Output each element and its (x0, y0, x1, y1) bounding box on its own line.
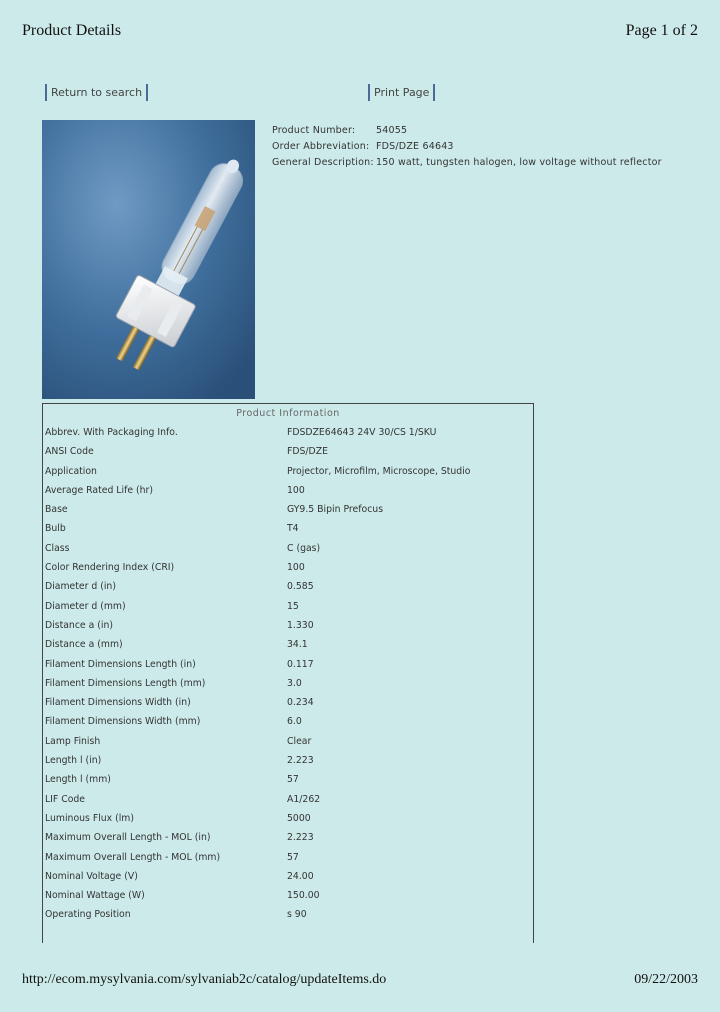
row-value: 15 (287, 600, 299, 612)
row-key: Luminous Flux (lm) (45, 812, 134, 824)
product-number-value: 54055 (376, 125, 408, 136)
return-to-search-button[interactable]: Return to search (45, 84, 148, 101)
product-information-table (42, 403, 534, 943)
row-key: Filament Dimensions Width (mm) (45, 716, 201, 728)
row-value: 5000 (287, 812, 311, 824)
table-row (43, 732, 533, 751)
row-value: T4 (287, 523, 299, 535)
row-value: 6.0 (287, 716, 302, 728)
row-key: Abbrev. With Packaging Info. (45, 427, 178, 438)
page-url: http://ecom.mysylvania.com/sylvaniab2c/catalog/updateItems.do (22, 972, 387, 987)
table-row (43, 423, 533, 442)
row-key: Lamp Finish (45, 735, 101, 747)
row-value: 34.1 (287, 639, 308, 651)
table-row (43, 867, 533, 886)
table-row (43, 462, 533, 481)
table-row (43, 828, 533, 847)
row-key: Nominal Voltage (V) (45, 870, 138, 882)
table-row (43, 905, 533, 924)
general-description-row (272, 155, 662, 171)
row-value: A1/262 (287, 793, 321, 805)
product-information-title: Product Information (236, 408, 340, 419)
table-row (43, 693, 533, 712)
row-value: 0.585 (287, 581, 314, 593)
row-value: 0.234 (287, 697, 314, 709)
row-key: Filament Dimensions Width (in) (45, 697, 191, 709)
table-row (43, 539, 533, 558)
row-value: Clear (287, 735, 312, 747)
table-row (43, 886, 533, 905)
table-row (43, 809, 533, 828)
row-value: 57 (287, 774, 299, 786)
row-value: s 90 (287, 909, 307, 921)
row-key: Base (45, 504, 68, 516)
order-abbreviation-row (272, 139, 662, 155)
row-value: 57 (287, 851, 299, 863)
row-key: Diameter d (mm) (45, 600, 126, 612)
general-description-label: General Description: (272, 157, 374, 168)
row-key: Maximum Overall Length - MOL (in) (45, 832, 211, 844)
row-value: 0.117 (287, 658, 314, 670)
row-value: FDS/DZE (287, 446, 328, 458)
row-key: Diameter d (in) (45, 581, 116, 593)
product-image (42, 120, 255, 399)
product-summary (272, 123, 662, 171)
table-row (43, 848, 533, 867)
row-key: Filament Dimensions Length (in) (45, 658, 196, 670)
row-key: ANSI Code (45, 446, 94, 458)
row-key: Color Rendering Index (CRI) (45, 562, 175, 574)
row-key: Maximum Overall Length - MOL (mm) (45, 851, 221, 863)
row-value: C (gas) (287, 542, 321, 554)
table-row (43, 655, 533, 674)
row-value: GY9.5 Bipin Prefocus (287, 504, 384, 516)
print-page-button[interactable]: Print Page (368, 84, 435, 101)
table-row (43, 712, 533, 731)
row-value: 2.223 (287, 755, 314, 767)
table-row (43, 770, 533, 789)
row-value: 100 (287, 562, 305, 574)
row-value: 3.0 (287, 677, 302, 689)
row-key: Average Rated Life (hr) (45, 484, 153, 496)
row-key: Distance a (in) (45, 619, 113, 631)
table-row (43, 597, 533, 616)
row-key: Filament Dimensions Length (mm) (45, 677, 206, 689)
table-row (43, 616, 533, 635)
row-key: Application (45, 465, 97, 477)
table-row (43, 577, 533, 596)
table-row (43, 442, 533, 461)
row-value: 150.00 (287, 890, 320, 902)
row-key: Distance a (mm) (45, 639, 123, 651)
row-key: LIF Code (45, 793, 86, 805)
row-key: Nominal Wattage (W) (45, 890, 145, 902)
row-value: 100 (287, 484, 305, 496)
row-value: Projector, Microfilm, Microscope, Studio (287, 465, 471, 477)
order-abbreviation-label: Order Abbreviation: (272, 141, 370, 152)
page-number: Page 1 of 2 (625, 22, 698, 39)
product-number-label: Product Number: (272, 125, 356, 136)
row-key: Operating Position (45, 909, 131, 921)
table-row (43, 674, 533, 693)
row-key: Length l (mm) (45, 774, 111, 786)
row-value: 2.223 (287, 832, 314, 844)
row-key: Length l (in) (45, 755, 102, 767)
table-row (43, 635, 533, 654)
page-title: Product Details (22, 22, 122, 39)
table-row (43, 558, 533, 577)
print-date: 09/22/2003 (634, 972, 698, 987)
table-row (43, 481, 533, 500)
table-row (43, 500, 533, 519)
row-key: Bulb (45, 523, 66, 535)
row-value: 24.00 (287, 870, 314, 882)
product-number-row (272, 123, 662, 139)
table-row (43, 751, 533, 770)
table-row (43, 519, 533, 538)
order-abbreviation-value: FDS/DZE 64643 (376, 141, 454, 152)
row-key: Class (45, 542, 70, 554)
row-value: 1.330 (287, 619, 314, 631)
table-row (43, 790, 533, 809)
row-value: FDSDZE64643 24V 30/CS 1/SKU (287, 427, 437, 438)
general-description-value: 150 watt, tungsten halogen, low voltage without reflector (376, 157, 662, 168)
